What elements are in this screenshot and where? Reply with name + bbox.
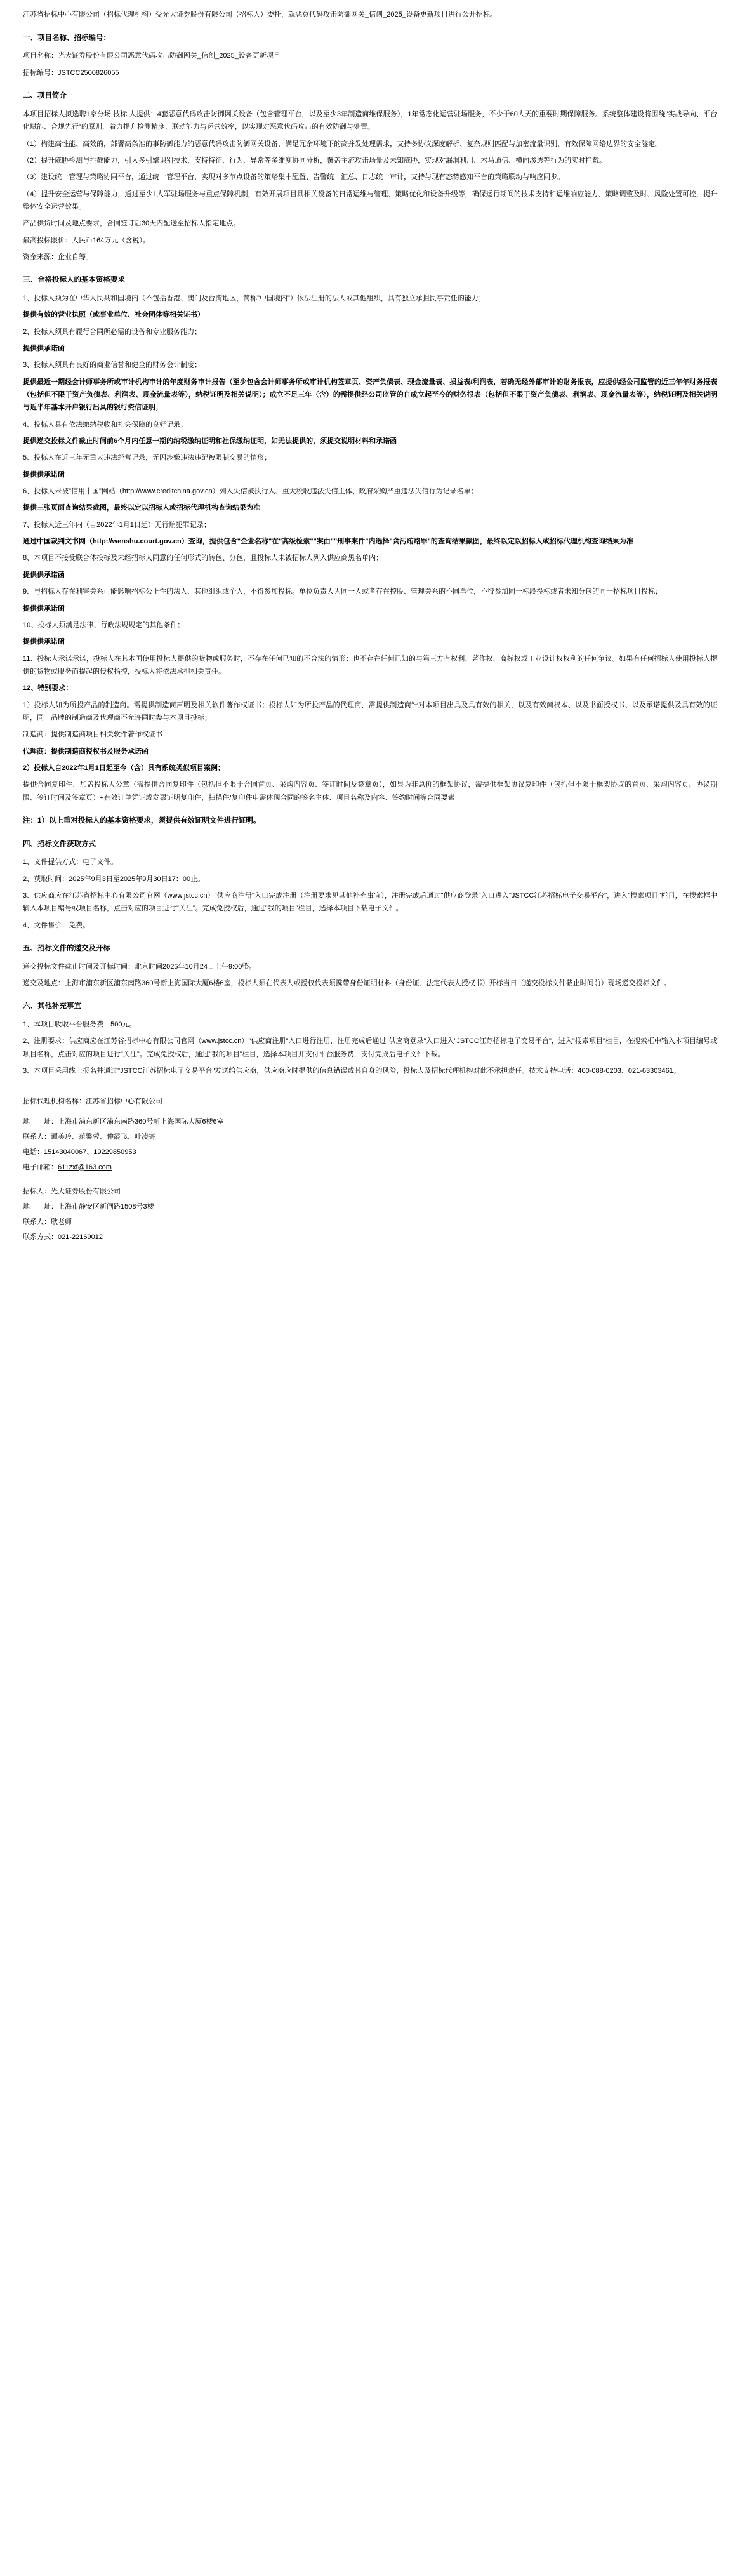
section-paragraph: 最高投标限价：人民币164万元（含税）。 <box>23 236 150 244</box>
section-paragraph: （2）提升威胁检测与拦截能力，引入多引擎识别技术，支持特征、行为、异常等多维度协同分析，覆盖主流攻击场景及未知威胁，实现对漏洞利用、木马通信、横向渗透等行为的实时拦截。 <box>23 156 607 164</box>
section-project-name <box>23 32 717 79</box>
agency-contact-person <box>23 1130 717 1144</box>
note-heading: 注：1）以上重对投标人的基本资格要求，须提供有效证明文件进行证明。 <box>23 816 261 825</box>
section-paragraph: 1、投标人须为在中华人民共和国境内（不包括香港、澳门及台湾地区，简称"中国境内"）依法注册的法人或其他组织，具有独立承担民事责任的能力； <box>23 294 486 302</box>
section-note <box>23 814 717 828</box>
agency-email-value[interactable]: 611zxf@163.com <box>58 1163 112 1171</box>
section-paragraph: 2、获取时间：2025年9月3日至2025年9月30日17：00止。 <box>23 875 205 883</box>
tenderer-address <box>23 1200 717 1214</box>
evidence-requirement: 提供供承诺函 <box>23 345 65 353</box>
section-paragraph: 4、投标人具有依法缴纳税收和社会保障的良好记录； <box>23 420 188 428</box>
section-paragraph: 9、与招标人存在利害关系可能影响招标公正性的法人、其他组织或个人，不得参加投标。单位负责人为同一人或者存在控股、管理关系的不同单位，不得参加同一标段投标或者未知分包的同一招标项目投标； <box>23 588 663 596</box>
evidence-requirement: 通过中国裁判文书网（http://wenshu.court.gov.cn）查询，提供包含"企业名称"在"高级检索""案由""刑事案件"内选择"贪污贿赂罪"的查询结果截图，最终以定以招标人或招标代理机构查询结果为准 <box>23 538 633 546</box>
section-document-acquisition <box>23 838 717 932</box>
document-page <box>0 0 740 1271</box>
evidence-requirement: 提供供承诺函 <box>23 604 65 613</box>
tenderer-contact-value: 耿老师 <box>51 1218 72 1226</box>
evidence-requirement: 提供有效的营业执照（或事业单位、社会团体等相关证书） <box>23 311 204 319</box>
evidence-requirement: 2）投标人自2022年1月1日起至今（含）具有系统类似项目案例； <box>23 764 225 772</box>
contact-block <box>23 1094 717 1244</box>
section-additional-notes <box>23 1000 717 1077</box>
agency-phone-label: 电话： <box>23 1148 44 1156</box>
section-paragraph: 制造商：提供制造商项目相关软件著作权证书 <box>23 731 162 739</box>
section-submission-and-opening <box>23 942 717 990</box>
section-heading: 二、项目简介 <box>23 92 67 100</box>
section-paragraph: 2、注册要求：供应商应在江苏省招标中心有限公司官网（www.jstcc.cn）"供应商注册"入口进行注册，注册完成后通过"供应商登录"入口进入"JSTCC江苏招标电子交易平台"，进入"搜索项目"栏目，在搜索框中输入本项目编号或项目名称，点击对应的项目进行"关注"。完成免授权后，通过"我的项目"栏目，选择本项目并支付平台服务费，支付完成后电子文件下载。 <box>23 1037 717 1058</box>
section-paragraph: （1）构建高性能、高效的，部署高条准的事防御能力的恶意代码攻击防御网关设备，满足冗余环境下的高并发处理需求，支持多协议深度解析、复杂规则匹配与加密流量识别，有效保障网络边界的安全隧定。 <box>23 140 663 148</box>
section-project-overview <box>23 90 717 263</box>
section-heading: 一、项目名称、招标编号： <box>23 34 110 42</box>
agency-email-label: 电子邮箱： <box>23 1163 58 1171</box>
tenderer-phone-label: 联系方式： <box>23 1233 58 1241</box>
tenderer-address-label: 地 址： <box>23 1202 58 1211</box>
evidence-requirement: 提供供承诺函 <box>23 470 65 479</box>
tenderer-phone-value: 021-22169012 <box>58 1233 103 1241</box>
section-paragraph: （4）提升安全运营与保障能力，通过至少1人军驻场服务与重点保障机制，有效开展项目具相关设备的日常运维与管理、策略优化和设备升级等，确保运行期间的技术支持和运维响应能力、策略调整及时、风险处置可控，提升整体安全运营效果。 <box>23 190 717 211</box>
section-paragraph: 6、投标人未被"信用中国"网站（http://www.creditchina.gov.cn）列入失信被执行人、重大税收违法失信主体、政府采购严重违法失信行为记录名单； <box>23 488 478 496</box>
tenderer-name: 招标人：光大证券股份有限公司 <box>23 1187 121 1195</box>
section-paragraph: 提供合同复印件，加盖投标人公章（需提供合同复印件（包括但不限于合同首页、采购内容页、签订时间及签章页），如果为非总价的框架协议，需提供框架协议复印件（包括但不限于框架协议的首页、采购内容页、协议期限、签订时间及签章页）+有效订单凭证或发票证明复印件，扫描件/复印件申需体现合同的签名主体、项目名称及内容、签约时间等合同要素 <box>23 781 717 802</box>
evidence-requirement: 代理商：提供制造商授权书及服务承诺函 <box>23 747 149 755</box>
section-heading: 六、其他补充事宜 <box>23 1002 81 1011</box>
document-intro: 江苏省招标中心有限公司（招标代理机构）受光大证券股份有限公司（招标人）委托，就恶意代码攻击防御网关_信创_2025_设备更新项目进行公开招标。 <box>23 11 497 18</box>
evidence-requirement: 12、特别要求： <box>23 684 73 693</box>
section-paragraph: 3、投标人须具有良好的商业信誉和健全的财务会计制度； <box>23 361 202 369</box>
section-paragraph: 2、投标人须具有履行合同所必需的设备和专业服务能力； <box>23 328 202 336</box>
agency-contact-value: 谭美玲、范馨蓉、仲霞飞、叶凌寄 <box>51 1132 155 1141</box>
section-qualification-requirements <box>23 274 717 804</box>
agency-email <box>23 1160 717 1174</box>
section-paragraph: 项目名称：光大证券股份有限公司恶意代码攻击防御网关_信创_2025_设备更新项目 <box>23 52 281 60</box>
section-paragraph: 7、投标人近三年内（自2022年1月1日起）无行贿犯罪记录； <box>23 521 211 529</box>
evidence-requirement: 提供供承诺函 <box>23 571 65 579</box>
section-paragraph: 4、文件售价：免费。 <box>23 921 90 929</box>
evidence-requirement: 提供三张页面查询结果截图，最终以定以招标人或招标代理机构查询结果为准 <box>23 504 260 512</box>
section-paragraph: 3、本项目采用线上报名并通过"JSTCC江苏招标电子交易平台"发送给供应商，供应商应时提供的信息错误或其自身的风险，投标人及招标代理机构对此不承担责任。技术支持电话：400-088-0203、021-63303461。 <box>23 1067 680 1075</box>
section-paragraph: 产品供货时间及地点要求，合同签订后30天内配送至招标人指定地点。 <box>23 220 241 228</box>
tenderer-address-value: 上海市静安区新闸路1508号3楼 <box>58 1202 154 1211</box>
section-paragraph: 5、投标人在近三年无重大违法经营记录，无因涉嫌违法违纪被限制交易的情形； <box>23 454 272 462</box>
evidence-requirement: 提供最近一期经会计师事务所或审计机构审计的年度财务审计报告（至少包含会计师事务所或审计机构签章页、资产负债表、现金流量表、损益表/利润表，若确无经外部审计的财务报表，应提供经公司监管的近三年年财务报表（包括但不限于资产负债表、利润表、现金流量表等），纳税证明及相关说明）；成立不足三年（含）的需提供经公司监管的自成立起至今的财务报表（包括但不限于资产负债表、利润表、现金流量表等），纳税证明及相关说明与近半年基本开户银行出具的银行资信证明； <box>23 378 717 412</box>
section-paragraph: 1）投标人如为所投产品的制造商。需提供制造商声明及相关软件著作权证书；投标人如为所投产品的代理商，需提供制造商针对本项目出具及具有效的相关，以及有效商权本、以及书面授权书、以及承诺提供及具有效的证明，同一品牌的制造商及代理商不允许同时参与本项目投标； <box>23 701 717 722</box>
agency-name: 招标代理机构名称：江苏省招标中心有限公司 <box>23 1097 162 1105</box>
tenderer-contact-label: 联系人： <box>23 1218 51 1226</box>
agency-address <box>23 1115 717 1129</box>
agency-address-value: 上海市浦东新区浦东南路360号新上海国际大厦6楼6室 <box>58 1117 224 1125</box>
section-paragraph: 1、文件提供方式：电子文件。 <box>23 858 118 866</box>
section-paragraph: 递交及地点：上海市浦东新区浦东南路360号新上海国际大厦6楼6室，投标人须在代表人或授权代表须携带身份证明材料（身份证、法定代表人授权书）开标当日（递交投标文件截止时间前）现场递交投标文件。 <box>23 979 671 988</box>
section-paragraph: 11、投标人承诺承诺，投标人在其本国使用投标人提供的货物或服务时，不存在任何已知的不合法的情形；也不存在任何已知的与第三方有权利、著作权、商标权或工业设计权权利的任何争议。如果有任何招标人使用投标人提供的货物或服务而提起的侵权指控，投标人将依法承担相关责任。 <box>23 654 717 675</box>
section-paragraph: 递交投标文件截止时间及开标时间：北京时间2025年10月24日上午9:00整。 <box>23 962 256 971</box>
section-paragraph: 招标编号：JSTCC2500826055 <box>23 69 119 77</box>
section-paragraph: 8、本项目不接受联合体投标及未经招标人同意的任何形式的转包、分包，且投标人未被招标人列入供应商黑名单内； <box>23 554 383 562</box>
tenderer-phone <box>23 1230 717 1244</box>
section-paragraph: 本项目招标人拟选聘1家分场 技标 人提供：4套恶意代码攻击防御网关设备（包含管理平台，以及至少3年制造商维保服务），1年常态化运营驻场服务，不少于60人天的重要时期保障服务。系统整体建设将围绕"实战导向、平台化赋能、合规先行"的原则，着力提升检测精度、联动能力与运营效率，以实现对恶意代码攻击的有效防御与处置。 <box>23 110 717 131</box>
section-paragraph: 10、投标人须满足法律、行政法规规定的其他条件； <box>23 621 185 629</box>
agency-phone <box>23 1145 717 1159</box>
agency-address-label: 地 址： <box>23 1117 58 1125</box>
section-heading: 五、招标文件的递交及开标 <box>23 945 110 953</box>
section-heading: 四、招标文件获取方式 <box>23 840 96 848</box>
agency-contact-label: 联系人： <box>23 1132 51 1141</box>
section-heading: 三、合格投标人的基本资格要求 <box>23 276 125 284</box>
evidence-requirement: 提供供承诺函 <box>23 638 65 646</box>
section-paragraph: 资金来源：企业自筹。 <box>23 253 93 261</box>
agency-phone-value: 15143040067、19229850953 <box>44 1148 136 1156</box>
section-paragraph: 3、供应商应在江苏省招标中心有限公司官网（www.jstcc.cn）"供应商注册"入口完成注册（注册要求见其他补充事宜），注册完成后通过"供应商登录"入口进入"JSTCC江苏招标电子交易平台"，进入"搜索项目"栏目，在搜索框中输入本项目编号或项目名称，点击对应的项目进行"关注"。完成免授权后，通过"我的项目"栏目，选择本项目下载电子文件。 <box>23 892 717 913</box>
evidence-requirement: 提供递交投标文件截止时间前6个月内任意一期的纳税缴纳证明和社保缴纳证明，如无法提供的，须提交说明材料和承诺函 <box>23 437 397 446</box>
tenderer-contact-person <box>23 1215 717 1229</box>
section-paragraph: 1、本项目收取平台服务费：500元。 <box>23 1021 136 1029</box>
section-paragraph: （3）建设统一管理与策略协同平台，通过统一管理平台，实现对多节点设备的策略集中配置、告警统一汇总、日志统一审计，支持与现有态势感知平台的策略联动与响应同步。 <box>23 173 565 182</box>
